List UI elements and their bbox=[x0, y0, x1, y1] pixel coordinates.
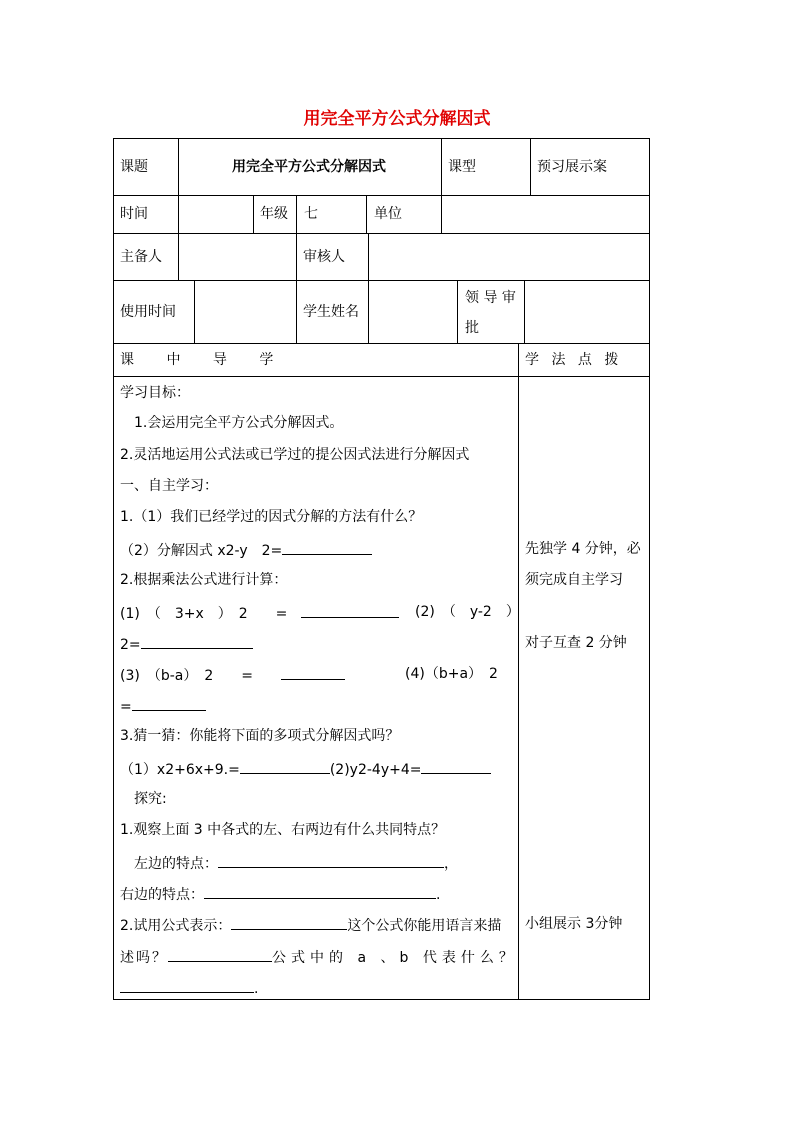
calc-4-cont: = bbox=[120, 696, 206, 716]
note-self-study: 先独学 4 分钟，必 bbox=[525, 541, 641, 557]
answer-blank[interactable] bbox=[282, 540, 372, 555]
right-feature: 右边的特点： . bbox=[120, 884, 440, 904]
note-self-study-2: 须完成自主学习 bbox=[525, 572, 623, 588]
goal-1: 1.会运用完全平方公式分解因式。 bbox=[134, 415, 344, 431]
student-name-label: 学生姓名 bbox=[303, 304, 359, 320]
answer-blank[interactable] bbox=[132, 696, 206, 711]
answer-blank[interactable] bbox=[168, 947, 272, 962]
preparer-label: 主备人 bbox=[120, 249, 162, 265]
note-pair-check: 对子互查 2 分钟 bbox=[525, 635, 627, 651]
answer-blank[interactable] bbox=[120, 978, 254, 993]
calc-1: (1) （ 3+x ） 2 = bbox=[120, 603, 399, 623]
question-3: 3.猜一猜：你能将下面的多项式分解因式吗？ bbox=[120, 728, 400, 744]
answer-blank[interactable] bbox=[301, 603, 399, 618]
answer-blank[interactable] bbox=[281, 665, 345, 680]
leader-approval-label-2: 批 bbox=[465, 320, 479, 336]
answer-blank[interactable] bbox=[218, 853, 444, 868]
calc-2: (2) （ y-2 ） bbox=[415, 604, 520, 620]
self-study-heading: 一、自主学习： bbox=[120, 478, 218, 494]
lesson-type-value: 预习展示案 bbox=[537, 159, 607, 175]
question-1-1: 1.（1）我们已经学过的因式分解的方法有什么？ bbox=[120, 509, 423, 525]
grade-value: 七 bbox=[304, 206, 318, 222]
lesson-type-label: 课型 bbox=[448, 159, 476, 175]
goals-heading: 学习目标： bbox=[120, 385, 190, 401]
answer-blank[interactable] bbox=[421, 759, 491, 774]
time-label: 时间 bbox=[120, 206, 148, 222]
answer-blank[interactable] bbox=[231, 915, 347, 930]
calc-2-cont: 2= bbox=[120, 634, 253, 654]
formula-question-3: . bbox=[120, 978, 258, 998]
question-2: 2.根据乘法公式进行计算： bbox=[120, 572, 288, 588]
calc-4: (4)（b+a） 2 bbox=[405, 666, 498, 682]
observe-question: 1.观察上面 3 中各式的左、右两边有什么共同特点？ bbox=[120, 822, 446, 838]
answer-blank[interactable] bbox=[204, 884, 436, 899]
goal-2: 2.灵活地运用公式法或已学过的提公因式法进行分解因式 bbox=[120, 447, 470, 463]
explore-heading: 探究: bbox=[134, 791, 167, 807]
left-feature: 左边的特点： ， bbox=[134, 853, 458, 873]
answer-blank[interactable] bbox=[240, 759, 330, 774]
formula-question-2: 述吗？ 公式中的 a 、b 代表什么？ bbox=[120, 947, 518, 967]
note-group-show: 小组展示 3分钟 bbox=[525, 916, 623, 932]
unit-label: 单位 bbox=[374, 206, 402, 222]
formula-question: 2.试用公式表示： 这个公式你能用语言来描 bbox=[120, 915, 501, 935]
document-title: 用完全平方公式分解因式 bbox=[303, 109, 491, 129]
section-tips-heading: 学 法 点 拨 bbox=[525, 352, 623, 368]
topic-value: 用完全平方公式分解因式 bbox=[232, 159, 386, 175]
answer-blank[interactable] bbox=[141, 634, 253, 649]
leader-approval-label: 领 导 审 bbox=[465, 290, 516, 306]
usage-time-label: 使用时间 bbox=[120, 304, 176, 320]
section-guide-heading: 课 中 导 学 bbox=[120, 352, 288, 368]
question-1-2: （2）分解因式 x2-y 2= bbox=[120, 540, 372, 560]
guess-1: （1）x2+6x+9.= (2)y2-4y+4= bbox=[120, 759, 491, 779]
grade-label: 年级 bbox=[260, 206, 288, 222]
reviewer-label: 审核人 bbox=[303, 249, 345, 265]
topic-label: 课题 bbox=[120, 159, 148, 175]
calc-3: (3) （b-a） 2 = bbox=[120, 665, 345, 685]
